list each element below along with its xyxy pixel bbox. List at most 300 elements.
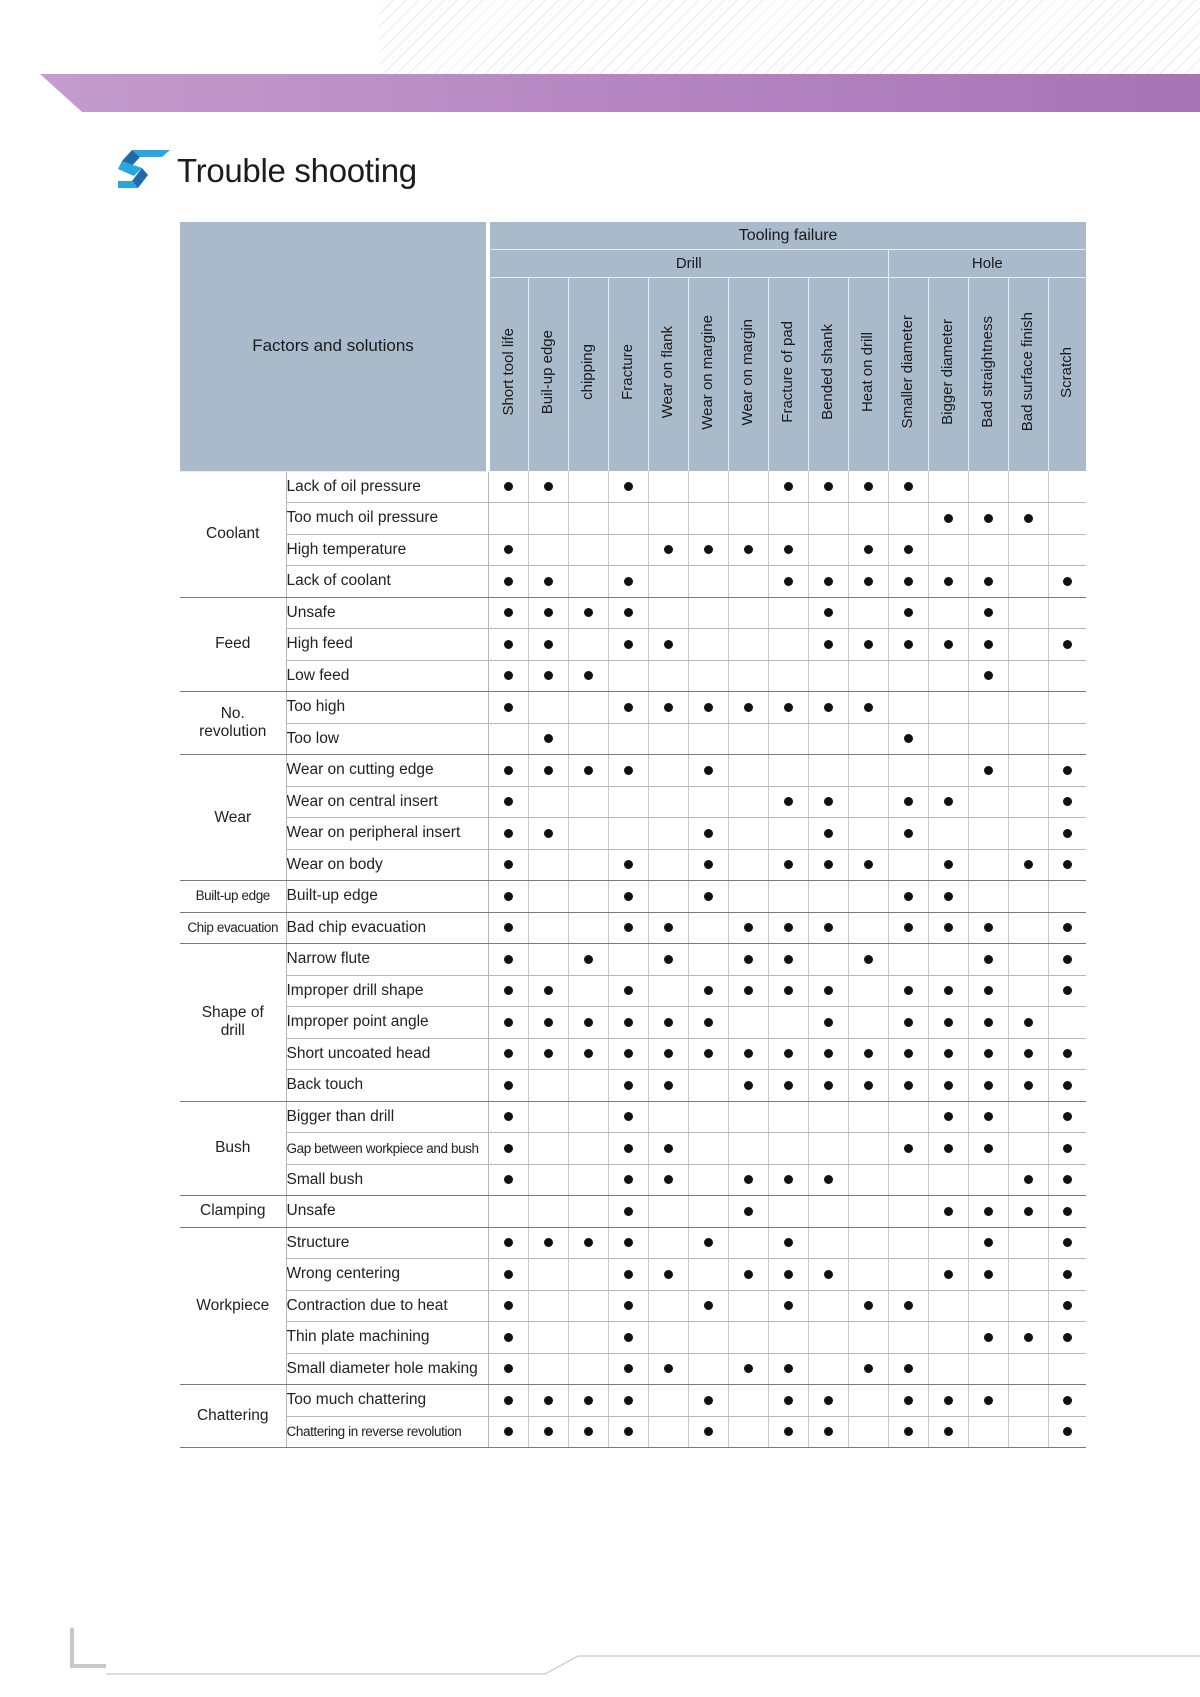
check-cell xyxy=(888,597,928,629)
check-dot-icon xyxy=(824,577,833,586)
check-cell xyxy=(928,503,968,535)
check-dot-icon xyxy=(784,923,793,932)
check-cell xyxy=(968,1101,1008,1133)
check-dot-icon xyxy=(504,1238,513,1247)
check-dot-icon xyxy=(904,986,913,995)
group-label: Shape of drill xyxy=(180,944,286,1102)
check-cell xyxy=(768,660,808,692)
check-cell xyxy=(648,1353,688,1385)
check-cell xyxy=(808,755,848,787)
check-dot-icon xyxy=(784,955,793,964)
footer-line xyxy=(0,1636,1200,1676)
column-header-label: Buil-up edge xyxy=(539,329,556,415)
check-cell xyxy=(728,1259,768,1291)
check-cell xyxy=(888,1196,928,1228)
check-cell xyxy=(768,629,808,661)
check-cell xyxy=(648,881,688,913)
check-cell xyxy=(928,1227,968,1259)
check-dot-icon xyxy=(624,1301,633,1310)
check-cell xyxy=(688,660,728,692)
check-dot-icon xyxy=(544,829,553,838)
check-cell xyxy=(928,1164,968,1196)
check-cell xyxy=(608,1196,648,1228)
check-cell xyxy=(488,566,528,598)
check-cell xyxy=(488,660,528,692)
check-cell xyxy=(848,534,888,566)
check-cell xyxy=(808,1416,848,1448)
check-cell xyxy=(648,597,688,629)
check-cell xyxy=(1048,881,1086,913)
column-header-label: Wear on margin xyxy=(739,318,756,426)
column-header xyxy=(568,278,608,472)
check-dot-icon xyxy=(824,986,833,995)
group-label: Built-up edge xyxy=(180,881,286,913)
group-label: Bush xyxy=(180,1101,286,1196)
check-dot-icon xyxy=(864,955,873,964)
check-cell xyxy=(888,660,928,692)
check-dot-icon xyxy=(784,860,793,869)
check-cell xyxy=(968,1007,1008,1039)
check-cell xyxy=(888,1038,928,1070)
check-dot-icon xyxy=(544,1049,553,1058)
check-dot-icon xyxy=(984,671,993,680)
check-cell xyxy=(688,849,728,881)
check-dot-icon xyxy=(624,1175,633,1184)
check-cell xyxy=(968,1038,1008,1070)
check-dot-icon xyxy=(824,482,833,491)
check-cell xyxy=(528,1038,568,1070)
check-cell xyxy=(568,1070,608,1102)
check-dot-icon xyxy=(744,1049,753,1058)
check-cell xyxy=(1008,534,1048,566)
check-cell xyxy=(928,629,968,661)
check-dot-icon xyxy=(664,923,673,932)
check-dot-icon xyxy=(864,1049,873,1058)
check-cell xyxy=(648,692,688,724)
check-cell xyxy=(1008,1070,1048,1102)
check-cell xyxy=(848,1416,888,1448)
check-cell xyxy=(848,818,888,850)
check-cell xyxy=(568,1416,608,1448)
check-dot-icon xyxy=(504,1018,513,1027)
check-dot-icon xyxy=(784,1270,793,1279)
check-cell xyxy=(848,1164,888,1196)
check-dot-icon xyxy=(1063,1396,1072,1405)
check-cell xyxy=(968,1353,1008,1385)
check-cell xyxy=(768,975,808,1007)
check-dot-icon xyxy=(904,923,913,932)
check-dot-icon xyxy=(864,577,873,586)
check-cell xyxy=(928,1322,968,1354)
check-cell xyxy=(528,723,568,755)
check-dot-icon xyxy=(624,1018,633,1027)
check-dot-icon xyxy=(744,1207,753,1216)
check-dot-icon xyxy=(704,860,713,869)
factor-label: Built-up edge xyxy=(286,881,488,913)
check-cell xyxy=(648,1101,688,1133)
factor-label: Bigger than drill xyxy=(286,1101,488,1133)
check-cell xyxy=(768,1038,808,1070)
table-row xyxy=(180,1290,1086,1322)
check-dot-icon xyxy=(624,1144,633,1153)
check-cell xyxy=(848,881,888,913)
check-cell xyxy=(608,597,648,629)
check-cell xyxy=(728,1196,768,1228)
check-cell xyxy=(888,1416,928,1448)
table-row xyxy=(180,723,1086,755)
check-cell xyxy=(848,597,888,629)
factor-label: Bad chip evacuation xyxy=(286,912,488,944)
check-cell xyxy=(888,818,928,850)
factor-label: Improper drill shape xyxy=(286,975,488,1007)
check-dot-icon xyxy=(624,1081,633,1090)
check-cell xyxy=(648,1322,688,1354)
check-cell xyxy=(488,1227,528,1259)
check-cell xyxy=(848,1133,888,1165)
check-dot-icon xyxy=(1063,1175,1072,1184)
check-cell xyxy=(688,1353,728,1385)
check-cell xyxy=(808,1322,848,1354)
check-cell xyxy=(1008,503,1048,535)
check-cell xyxy=(688,755,728,787)
check-dot-icon xyxy=(504,986,513,995)
check-cell xyxy=(1008,1259,1048,1291)
column-header xyxy=(968,278,1008,472)
column-header xyxy=(848,278,888,472)
check-cell xyxy=(608,944,648,976)
check-cell xyxy=(648,912,688,944)
check-cell xyxy=(808,1038,848,1070)
check-dot-icon xyxy=(904,892,913,901)
check-cell xyxy=(968,1070,1008,1102)
check-cell xyxy=(608,1416,648,1448)
check-dot-icon xyxy=(544,482,553,491)
check-cell xyxy=(968,786,1008,818)
check-cell xyxy=(608,1259,648,1291)
check-dot-icon xyxy=(944,892,953,901)
check-dot-icon xyxy=(504,1144,513,1153)
check-cell xyxy=(888,1322,928,1354)
check-cell xyxy=(608,692,648,724)
table-row xyxy=(180,1227,1086,1259)
check-cell xyxy=(928,912,968,944)
check-cell xyxy=(928,1101,968,1133)
check-dot-icon xyxy=(504,1364,513,1373)
check-cell xyxy=(728,1385,768,1417)
check-dot-icon xyxy=(744,545,753,554)
check-cell xyxy=(568,692,608,724)
check-cell xyxy=(608,1007,648,1039)
check-cell xyxy=(888,1164,928,1196)
check-cell xyxy=(888,629,928,661)
check-cell xyxy=(568,503,608,535)
check-dot-icon xyxy=(1063,1238,1072,1247)
check-cell xyxy=(1008,786,1048,818)
check-cell xyxy=(928,1259,968,1291)
check-dot-icon xyxy=(824,1018,833,1027)
check-cell xyxy=(608,755,648,787)
factor-label: Wear on central insert xyxy=(286,786,488,818)
check-dot-icon xyxy=(624,1396,633,1405)
check-cell xyxy=(888,1007,928,1039)
check-dot-icon xyxy=(984,955,993,964)
check-dot-icon xyxy=(1063,1333,1072,1342)
check-cell xyxy=(688,566,728,598)
check-cell xyxy=(528,755,568,787)
check-cell xyxy=(488,534,528,566)
check-dot-icon xyxy=(1024,1049,1033,1058)
check-cell xyxy=(488,1038,528,1070)
check-dot-icon xyxy=(984,1270,993,1279)
check-cell xyxy=(648,1007,688,1039)
check-cell xyxy=(608,881,648,913)
check-dot-icon xyxy=(624,640,633,649)
check-cell xyxy=(648,1038,688,1070)
check-cell xyxy=(1048,755,1086,787)
check-cell xyxy=(928,1007,968,1039)
check-cell xyxy=(888,534,928,566)
check-cell xyxy=(488,1007,528,1039)
check-cell xyxy=(888,471,928,503)
check-cell xyxy=(768,912,808,944)
check-cell xyxy=(688,1416,728,1448)
check-cell xyxy=(848,1070,888,1102)
check-dot-icon xyxy=(944,514,953,523)
check-cell xyxy=(728,849,768,881)
check-cell xyxy=(568,1227,608,1259)
check-cell xyxy=(808,660,848,692)
check-cell xyxy=(928,692,968,724)
check-cell xyxy=(848,1038,888,1070)
table-row xyxy=(180,1070,1086,1102)
check-cell xyxy=(1008,912,1048,944)
check-cell xyxy=(888,786,928,818)
check-cell xyxy=(928,566,968,598)
check-cell xyxy=(1048,1164,1086,1196)
check-cell xyxy=(1048,566,1086,598)
check-dot-icon xyxy=(624,1427,633,1436)
check-cell xyxy=(608,786,648,818)
check-dot-icon xyxy=(944,860,953,869)
check-dot-icon xyxy=(1024,1175,1033,1184)
check-dot-icon xyxy=(1024,1207,1033,1216)
factor-label: Thin plate machining xyxy=(286,1322,488,1354)
check-cell xyxy=(688,1227,728,1259)
brand-logo-icon xyxy=(118,150,170,188)
check-dot-icon xyxy=(904,1049,913,1058)
check-cell xyxy=(488,1259,528,1291)
check-cell xyxy=(968,723,1008,755)
check-cell xyxy=(1008,1227,1048,1259)
check-cell xyxy=(1008,881,1048,913)
check-cell xyxy=(488,692,528,724)
check-dot-icon xyxy=(584,1018,593,1027)
check-cell xyxy=(688,944,728,976)
check-cell xyxy=(1048,1259,1086,1291)
column-header-label: Fracture of pad xyxy=(779,321,796,423)
check-dot-icon xyxy=(1024,1333,1033,1342)
check-cell xyxy=(728,944,768,976)
check-dot-icon xyxy=(504,482,513,491)
check-cell xyxy=(648,849,688,881)
check-dot-icon xyxy=(784,1301,793,1310)
check-cell xyxy=(1008,1164,1048,1196)
check-cell xyxy=(728,1416,768,1448)
check-dot-icon xyxy=(944,1396,953,1405)
check-cell xyxy=(728,503,768,535)
check-cell xyxy=(888,849,928,881)
check-cell xyxy=(608,1227,648,1259)
check-cell xyxy=(848,1290,888,1322)
check-dot-icon xyxy=(664,955,673,964)
check-cell xyxy=(928,1353,968,1385)
check-dot-icon xyxy=(584,1427,593,1436)
check-cell xyxy=(688,692,728,724)
check-cell xyxy=(648,944,688,976)
check-dot-icon xyxy=(904,608,913,617)
check-dot-icon xyxy=(1063,1081,1072,1090)
check-cell xyxy=(888,1353,928,1385)
check-dot-icon xyxy=(864,1364,873,1373)
group-label: Clamping xyxy=(180,1196,286,1228)
check-cell xyxy=(808,1070,848,1102)
column-header-label: Fracture xyxy=(619,344,636,400)
check-cell xyxy=(1008,1385,1048,1417)
table-row xyxy=(180,503,1086,535)
check-cell xyxy=(688,1038,728,1070)
check-cell xyxy=(688,818,728,850)
check-cell xyxy=(968,1164,1008,1196)
check-cell xyxy=(848,1353,888,1385)
check-cell xyxy=(488,1164,528,1196)
check-dot-icon xyxy=(904,577,913,586)
factor-label: Unsafe xyxy=(286,1196,488,1228)
check-cell xyxy=(568,1007,608,1039)
check-dot-icon xyxy=(944,1427,953,1436)
check-cell xyxy=(888,1259,928,1291)
check-cell xyxy=(808,629,848,661)
check-cell xyxy=(488,1322,528,1354)
check-dot-icon xyxy=(504,892,513,901)
check-cell xyxy=(848,1385,888,1417)
check-cell xyxy=(688,1322,728,1354)
check-cell xyxy=(568,1101,608,1133)
check-cell xyxy=(848,723,888,755)
check-dot-icon xyxy=(704,703,713,712)
check-cell xyxy=(968,1385,1008,1417)
check-cell xyxy=(768,1196,808,1228)
check-dot-icon xyxy=(664,545,673,554)
check-dot-icon xyxy=(664,1081,673,1090)
check-dot-icon xyxy=(624,482,633,491)
check-dot-icon xyxy=(904,829,913,838)
factor-label: Too much chattering xyxy=(286,1385,488,1417)
check-dot-icon xyxy=(1063,1301,1072,1310)
factor-label: Too low xyxy=(286,723,488,755)
check-dot-icon xyxy=(504,797,513,806)
check-cell xyxy=(968,597,1008,629)
check-dot-icon xyxy=(944,577,953,586)
check-cell xyxy=(488,503,528,535)
check-cell xyxy=(568,597,608,629)
check-cell xyxy=(1048,975,1086,1007)
check-dot-icon xyxy=(664,1270,673,1279)
check-cell xyxy=(528,786,568,818)
check-dot-icon xyxy=(984,608,993,617)
check-cell xyxy=(1008,975,1048,1007)
check-cell xyxy=(928,881,968,913)
check-cell xyxy=(1008,1290,1048,1322)
check-cell xyxy=(968,692,1008,724)
check-cell xyxy=(888,1227,928,1259)
check-cell xyxy=(488,818,528,850)
check-cell xyxy=(528,534,568,566)
check-cell xyxy=(528,1227,568,1259)
check-cell xyxy=(488,471,528,503)
check-dot-icon xyxy=(504,608,513,617)
check-cell xyxy=(528,1196,568,1228)
group-label: Feed xyxy=(180,597,286,692)
factor-label: Structure xyxy=(286,1227,488,1259)
check-cell xyxy=(808,566,848,598)
table-row xyxy=(180,1164,1086,1196)
check-cell xyxy=(808,723,848,755)
check-cell xyxy=(1048,692,1086,724)
check-cell xyxy=(608,818,648,850)
check-cell xyxy=(688,1070,728,1102)
check-dot-icon xyxy=(624,703,633,712)
column-header-label: Heat on drill xyxy=(859,331,876,413)
check-dot-icon xyxy=(944,1144,953,1153)
check-dot-icon xyxy=(504,1427,513,1436)
check-cell xyxy=(848,1227,888,1259)
check-cell xyxy=(488,1196,528,1228)
check-cell xyxy=(608,912,648,944)
check-dot-icon xyxy=(1063,986,1072,995)
check-dot-icon xyxy=(504,1301,513,1310)
check-cell xyxy=(568,723,608,755)
check-dot-icon xyxy=(544,671,553,680)
check-cell xyxy=(968,881,1008,913)
check-cell xyxy=(528,1290,568,1322)
check-cell xyxy=(568,629,608,661)
factor-label: Wear on body xyxy=(286,849,488,881)
check-cell xyxy=(888,1133,928,1165)
check-cell xyxy=(968,818,1008,850)
table-row xyxy=(180,1196,1086,1228)
check-dot-icon xyxy=(504,1112,513,1121)
check-cell xyxy=(848,471,888,503)
check-dot-icon xyxy=(744,923,753,932)
check-dot-icon xyxy=(784,703,793,712)
check-cell xyxy=(648,534,688,566)
column-header xyxy=(888,278,928,472)
check-cell xyxy=(648,1227,688,1259)
group-label: Chattering xyxy=(180,1385,286,1448)
check-dot-icon xyxy=(624,892,633,901)
check-cell xyxy=(728,534,768,566)
check-dot-icon xyxy=(824,608,833,617)
check-dot-icon xyxy=(784,797,793,806)
check-dot-icon xyxy=(544,577,553,586)
check-cell xyxy=(688,1290,728,1322)
check-cell xyxy=(968,660,1008,692)
check-cell xyxy=(1048,629,1086,661)
check-cell xyxy=(608,1290,648,1322)
group-label: No. revolution xyxy=(180,692,286,755)
check-cell xyxy=(728,566,768,598)
check-dot-icon xyxy=(864,640,873,649)
